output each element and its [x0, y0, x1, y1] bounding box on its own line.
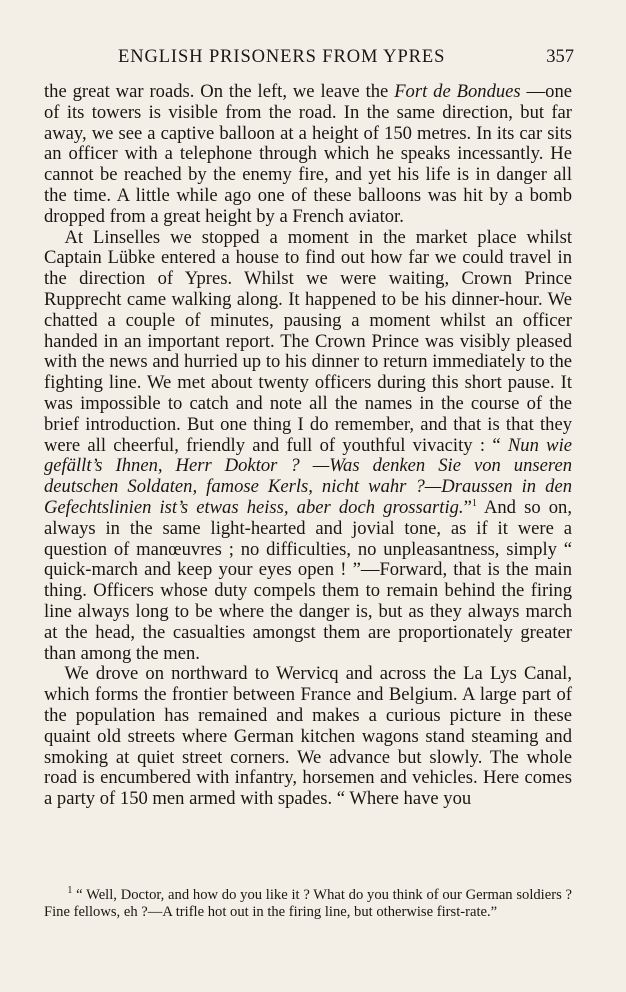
footnote-reference: 1	[471, 497, 477, 509]
paragraph-2-text-a: At Linselles we stopped a moment in the market place whilst Captain Lübke entered a house to find out how far we could travel in the direction of Ypres. Whilst we were waiting, Crown Prince Rupprecht came walking along. It happened to be his dinner-hour. We chatted a couple of minutes, pausing a moment whilst an officer handed in an important report. The Crown Prince was visibly pleased with the news and hurried up to his dinner to return immediately to the fighting line. We met about twenty officers during this short pause. It was impossible to catch and note all the names in the course of the brief introduction. But one thing I do remember, and that is that they were all cheerful, friendly and full of youthful vivacity : “	[44, 226, 572, 456]
paragraph-2	[44, 228, 572, 665]
footnote-text: “ Well, Doctor, and how do you like it ? What do you think of our German soldiers ? Fine fellows, eh ?—A trifle hot out in the firing line, but otherwise first-rate.”	[44, 887, 572, 921]
page-number: 357	[546, 47, 574, 67]
body-text	[44, 82, 572, 810]
german-quote: Nun wie gefällt’s Ihnen, Herr Doktor ? —Was denken Sie von unseren deutschen Soldaten, famose Kerls, nicht wahr ?—Draussen in den Gefechtslinien ist’s etwas heiss, aber doch grossartig.	[44, 434, 573, 518]
fort-name: Fort de Bondues	[394, 81, 521, 102]
closing-quote: ”	[463, 496, 472, 518]
paragraph-3: We drove on northward to Wervicq and across the La Lys Canal, which forms the frontier between France and Belgium. A large part of the population has remained and makes a curious picture in these quaint old streets where German kitchen wagons stand steaming and smoking at quiet street corners. We advance but slowly. The whole road is encumbered with infantry, horsemen and vehicles. Here comes a party of 150 men armed with spades. “ Where have you	[44, 663, 572, 810]
page-header	[44, 44, 574, 74]
paragraph-2-text-b: And so on, always in the same light-hearted and jovial tone, as if it were a question of manœuvres ; no difficulties, no unpleasantness, simply “ quick-march and keep your eyes open ! ”—Forward, that is the main thing. Officers whose duty compels them to remain behind the firing line always long to be where the danger is, but as they always march at the head, the casualties amongst them are proportionately greater than among the men.	[44, 496, 572, 664]
paragraph-1-text-a: the great war roads. On the left, we leave the	[44, 81, 395, 102]
paragraph-1	[44, 82, 572, 228]
running-title: ENGLISH PRISONERS FROM YPRES	[118, 47, 446, 67]
footnote	[44, 887, 572, 922]
footnote-mark: 1	[67, 885, 73, 897]
paragraph-1-text-b: —one of its towers is visible from the road. In the same direction, but far away, we see a captive balloon at a height of 150 metres. In its car sits an officer with a telephone through which he speaks incessantly. He cannot be reached by the enemy fire, and yet his life is in danger all the time. A little while ago one of these balloons was hit by a bomb dropped from a great height by a French aviator.	[44, 81, 573, 227]
